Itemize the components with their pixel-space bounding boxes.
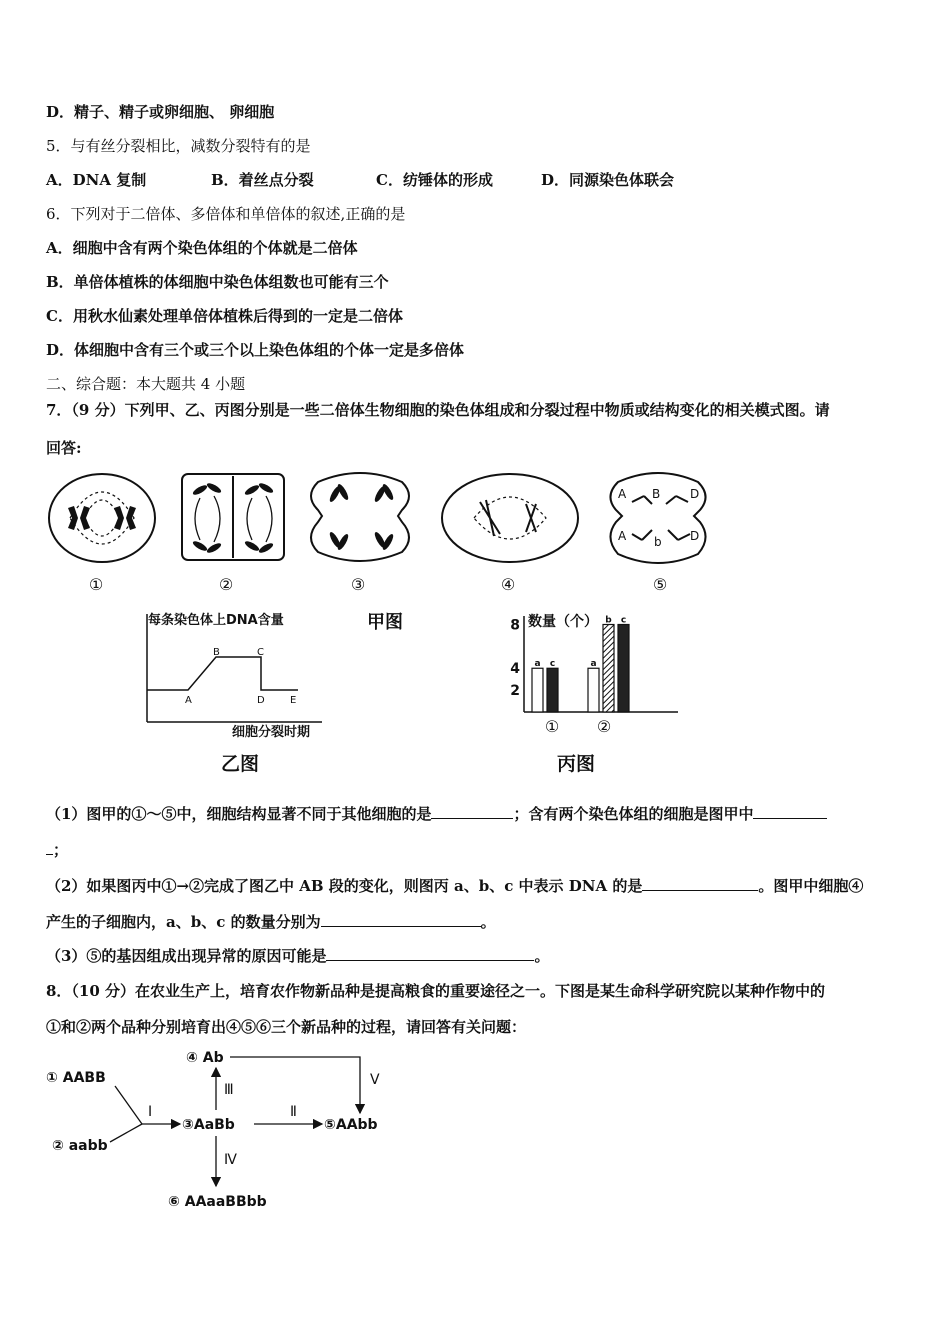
bing-bar-letter-c: c bbox=[549, 659, 556, 670]
cell-label-4: ④ bbox=[500, 575, 516, 594]
q7-sub3-part-b: 。 bbox=[534, 947, 550, 965]
bing-bar-c-group-1 bbox=[547, 668, 558, 712]
cell5-gene-1: A bbox=[618, 487, 627, 501]
q4-option-d: D．精子、精子或卵细胞、 卵细胞 bbox=[46, 103, 275, 121]
bing-ytick-8: 8 bbox=[510, 617, 520, 634]
q7-sub2-part-c: 产生的子细胞内，a、b、c 的数量分别为 bbox=[46, 913, 321, 931]
bing-bar-b-group-2 bbox=[603, 624, 614, 712]
node-1: ① AABB bbox=[46, 1070, 106, 1086]
answer-blank-2[interactable] bbox=[753, 804, 827, 819]
step-4: Ⅳ bbox=[224, 1152, 237, 1168]
q7-sub1-part-b: ；含有两个染色体组的细胞是图甲中 bbox=[513, 805, 754, 823]
cell5-gene-3: D bbox=[690, 487, 700, 501]
yi-point-d: D bbox=[257, 695, 265, 706]
q7-sub2-part-b: 。图甲中细胞④ bbox=[758, 877, 864, 895]
bing-bar-c-group-2 bbox=[618, 624, 629, 712]
bing-group-2: ② bbox=[596, 717, 612, 736]
jia-label: 甲图 bbox=[367, 612, 403, 633]
q6-option-b: B．单倍体植株的体细胞中染色体组数也可能有三个 bbox=[46, 273, 389, 291]
node-2: ② aabb bbox=[52, 1138, 108, 1154]
cell-3 bbox=[311, 473, 409, 561]
q8-stem-2: ①和②两个品种分别培育出④⑤⑥三个新品种的过程，请回答有关问题： bbox=[46, 1018, 527, 1036]
yi-label: 乙图 bbox=[220, 753, 260, 775]
q5-option-d: D．同源染色体联会 bbox=[541, 171, 675, 189]
node-4: ④ Ab bbox=[186, 1050, 224, 1066]
q8-stem-1: 8．（10 分）在农业生产上，培育农作物新品种是提高粮食的重要途径之一。下图是某生命科学研究院以某种作物中的 bbox=[46, 982, 826, 1000]
q5-option-b: B．着丝点分裂 bbox=[211, 171, 314, 189]
answer-blank-5[interactable] bbox=[326, 946, 534, 961]
answer-blank-1[interactable] bbox=[431, 804, 513, 819]
bing-ylabel: 数量（个） bbox=[528, 614, 598, 630]
q7-sub1-part-c: ； bbox=[53, 841, 69, 859]
step-5: Ⅴ bbox=[370, 1072, 380, 1088]
q7-sub2-line2 bbox=[46, 912, 496, 932]
yi-ylabel: 每条染色体上DNA含量 bbox=[148, 613, 284, 628]
yi-xlabel: 细胞分裂时期 bbox=[232, 725, 311, 740]
q7-sub2-part-a: （2）如果图丙中①→②完成了图乙中 AB 段的变化，则图丙 a、b、c 中表示 DNA 的是 bbox=[46, 877, 643, 895]
yi-point-a: A bbox=[185, 695, 192, 706]
cell5-gene-6: D bbox=[690, 529, 700, 543]
q7-sub1-line1 bbox=[46, 804, 827, 824]
answer-blank-4[interactable] bbox=[321, 912, 481, 927]
q6-option-c: C．用秋水仙素处理单倍体植株后得到的一定是二倍体 bbox=[46, 307, 403, 325]
answer-blank-3[interactable] bbox=[642, 876, 758, 891]
bing-group-1: ① bbox=[544, 717, 560, 736]
figure-bing bbox=[500, 608, 700, 778]
q7-sub3-part-a: （3）⑤的基因组成出现异常的原因可能是 bbox=[46, 947, 327, 965]
answer-blank-2-cont[interactable] bbox=[46, 840, 53, 855]
section-2-heading: 二、综合题：本大题共 4 小题 bbox=[46, 375, 246, 393]
node-6: ⑥ AAaaBBbb bbox=[168, 1194, 267, 1210]
bing-bar-letter-c: c bbox=[620, 615, 627, 626]
q6-option-a: A．细胞中含有两个染色体组的个体就是二倍体 bbox=[46, 239, 358, 257]
bing-bar-letter-b: b bbox=[605, 615, 612, 626]
bing-bar-letter-a: a bbox=[590, 659, 597, 670]
q5-stem: 5．与有丝分裂相比，减数分裂特有的是 bbox=[46, 137, 311, 155]
q7-stem-1: 7．（9 分）下列甲、乙、丙图分别是一些二倍体生物细胞的染色体组成和分裂过程中物质或结构变化的相关模式图。请 bbox=[46, 401, 830, 419]
step-3: Ⅲ bbox=[224, 1082, 234, 1098]
bing-bar-a-group-2 bbox=[588, 668, 599, 712]
q7-stem-2: 回答: bbox=[46, 439, 82, 457]
cell-label-1: ① bbox=[88, 575, 104, 594]
q7-sub2-line1 bbox=[46, 876, 863, 896]
bing-ytick-4: 4 bbox=[510, 661, 520, 678]
cell-label-2: ② bbox=[218, 575, 234, 594]
cell-4 bbox=[442, 474, 578, 562]
yi-point-e: E bbox=[290, 695, 297, 706]
figure-yi bbox=[140, 608, 340, 778]
bing-bar-a-group-1 bbox=[532, 668, 543, 712]
cell5-gene-2: B bbox=[652, 487, 661, 501]
yi-point-c: C bbox=[257, 647, 264, 658]
cell-1 bbox=[49, 474, 155, 562]
bing-ytick-2: 2 bbox=[510, 683, 520, 700]
bing-label: 丙图 bbox=[556, 753, 596, 775]
bing-bar-letter-a: a bbox=[534, 659, 541, 670]
cell5-gene-5: b bbox=[654, 535, 662, 549]
q5-option-c: C．纺锤体的形成 bbox=[376, 171, 493, 189]
q6-option-d: D．体细胞中含有三个或三个以上染色体组的个体一定是多倍体 bbox=[46, 341, 465, 359]
q6-stem: 6．下列对于二倍体、多倍体和单倍体的叙述,正确的是 bbox=[46, 205, 406, 223]
cell-label-3: ③ bbox=[350, 575, 366, 594]
node-3: ③AaBb bbox=[182, 1117, 235, 1133]
q7-sub1-part-a: （1）图甲的①～⑤中，细胞结构显著不同于其他细胞的是 bbox=[46, 805, 432, 823]
q7-sub3-line bbox=[46, 946, 549, 966]
cell5-gene-4: A bbox=[618, 529, 627, 543]
q7-sub2-part-d: 。 bbox=[480, 913, 496, 931]
step-2: Ⅱ bbox=[290, 1104, 297, 1120]
step-1: Ⅰ bbox=[148, 1104, 153, 1120]
figure-breeding bbox=[40, 1040, 400, 1218]
node-5: ⑤AAbb bbox=[324, 1117, 378, 1133]
q5-option-a: A．DNA 复制 bbox=[46, 171, 147, 189]
q7-sub1-line2 bbox=[46, 840, 68, 860]
cell-label-5: ⑤ bbox=[652, 575, 668, 594]
yi-point-b: B bbox=[213, 647, 220, 658]
